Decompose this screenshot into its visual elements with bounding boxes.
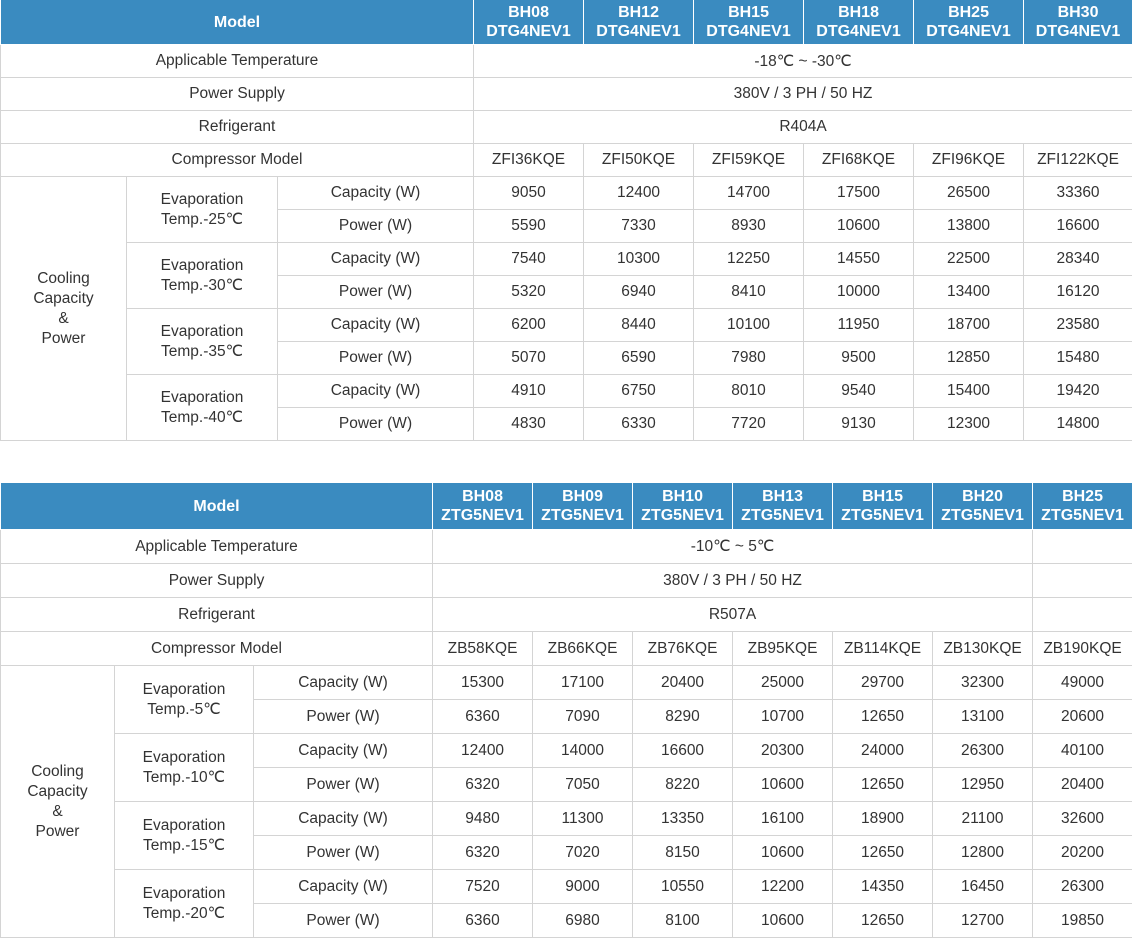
capacity-value-cell: 16450: [933, 870, 1033, 904]
table-row: [1, 309, 1132, 342]
header-row: [1, 483, 1132, 530]
power-value-cell: 13800: [914, 210, 1024, 243]
power-value-cell: 5070: [474, 342, 584, 375]
model-header-cell: BH15 DTG4NEV1: [694, 0, 804, 45]
capacity-value-cell: 22500: [914, 243, 1024, 276]
compressor-cell: ZB114KQE: [833, 632, 933, 666]
evaporation-temp-label: Evaporation Temp.-35℃: [127, 309, 278, 375]
capacity-value-cell: 24000: [833, 734, 933, 768]
capacity-value-cell: 12250: [694, 243, 804, 276]
capacity-label: Capacity (W): [278, 177, 474, 210]
capacity-value-cell: 10550: [633, 870, 733, 904]
power-label: Power (W): [254, 700, 433, 734]
power-value-cell: 12850: [914, 342, 1024, 375]
compressor-cell: ZFI122KQE: [1024, 144, 1132, 177]
power-value-cell: 12650: [833, 700, 933, 734]
row-label: Compressor Model: [1, 632, 433, 666]
table-row: [1, 177, 1132, 210]
power-value-cell: 9130: [804, 408, 914, 441]
capacity-value-cell: 8440: [584, 309, 694, 342]
power-value-cell: 6360: [433, 904, 533, 938]
capacity-label: Capacity (W): [254, 666, 433, 700]
empty-cell: [1033, 564, 1132, 598]
power-label: Power (W): [278, 408, 474, 441]
power-supply-value: 380V / 3 PH / 50 HZ: [474, 78, 1132, 111]
power-value-cell: 6360: [433, 700, 533, 734]
power-label: Power (W): [278, 342, 474, 375]
model-header-cell: BH25 DTG4NEV1: [914, 0, 1024, 45]
power-value-cell: 12700: [933, 904, 1033, 938]
table-row: [1, 375, 1132, 408]
capacity-value-cell: 18700: [914, 309, 1024, 342]
power-value-cell: 9500: [804, 342, 914, 375]
model-header: Model: [1, 483, 433, 530]
table-row: [1, 111, 1132, 144]
model-header-cell: BH20 ZTG5NEV1: [933, 483, 1033, 530]
evaporation-temp-label: Evaporation Temp.-5℃: [115, 666, 254, 734]
capacity-value-cell: 15300: [433, 666, 533, 700]
power-value-cell: 12950: [933, 768, 1033, 802]
power-value-cell: 7020: [533, 836, 633, 870]
capacity-value-cell: 6200: [474, 309, 584, 342]
capacity-value-cell: 26500: [914, 177, 1024, 210]
capacity-value-cell: 9050: [474, 177, 584, 210]
row-label: Power Supply: [1, 564, 433, 598]
capacity-value-cell: 10300: [584, 243, 694, 276]
capacity-value-cell: 11950: [804, 309, 914, 342]
table-row: [1, 632, 1132, 666]
compressor-cell: ZFI59KQE: [694, 144, 804, 177]
model-header-cell: BH09 ZTG5NEV1: [533, 483, 633, 530]
power-value-cell: 6320: [433, 836, 533, 870]
power-value-cell: 8410: [694, 276, 804, 309]
capacity-value-cell: 8010: [694, 375, 804, 408]
evaporation-temp-label: Evaporation Temp.-20℃: [115, 870, 254, 938]
power-value-cell: 7980: [694, 342, 804, 375]
empty-cell: [1033, 598, 1132, 632]
refrigerant-value: R507A: [433, 598, 1033, 632]
compressor-cell: ZB76KQE: [633, 632, 733, 666]
power-value-cell: 6940: [584, 276, 694, 309]
power-label: Power (W): [254, 768, 433, 802]
power-value-cell: 16600: [1024, 210, 1132, 243]
header-row: [1, 0, 1132, 45]
compressor-cell: ZFI50KQE: [584, 144, 694, 177]
power-value-cell: 8100: [633, 904, 733, 938]
capacity-value-cell: 19420: [1024, 375, 1132, 408]
power-value-cell: 16120: [1024, 276, 1132, 309]
table-row: [1, 802, 1132, 836]
cooling-capacity-power-label: Cooling Capacity & Power: [1, 177, 127, 441]
table-row: [1, 530, 1132, 564]
row-label: Refrigerant: [1, 111, 474, 144]
row-label: Power Supply: [1, 78, 474, 111]
capacity-value-cell: 9000: [533, 870, 633, 904]
capacity-value-cell: 29700: [833, 666, 933, 700]
power-value-cell: 8930: [694, 210, 804, 243]
capacity-value-cell: 18900: [833, 802, 933, 836]
capacity-value-cell: 14550: [804, 243, 914, 276]
capacity-value-cell: 12400: [433, 734, 533, 768]
power-value-cell: 12800: [933, 836, 1033, 870]
capacity-value-cell: 17100: [533, 666, 633, 700]
capacity-value-cell: 32600: [1033, 802, 1132, 836]
power-value-cell: 4830: [474, 408, 584, 441]
capacity-value-cell: 32300: [933, 666, 1033, 700]
evaporation-temp-label: Evaporation Temp.-40℃: [127, 375, 278, 441]
capacity-value-cell: 14000: [533, 734, 633, 768]
power-value-cell: 6330: [584, 408, 694, 441]
capacity-label: Capacity (W): [254, 870, 433, 904]
evaporation-temp-label: Evaporation Temp.-25℃: [127, 177, 278, 243]
power-value-cell: 12300: [914, 408, 1024, 441]
capacity-label: Capacity (W): [254, 802, 433, 836]
model-header-cell: BH18 DTG4NEV1: [804, 0, 914, 45]
capacity-value-cell: 7520: [433, 870, 533, 904]
capacity-value-cell: 17500: [804, 177, 914, 210]
capacity-value-cell: 7540: [474, 243, 584, 276]
compressor-cell: ZFI68KQE: [804, 144, 914, 177]
applicable-temperature-value: -18℃ ~ -30℃: [474, 45, 1132, 78]
power-value-cell: 8150: [633, 836, 733, 870]
power-label: Power (W): [278, 210, 474, 243]
compressor-cell: ZB95KQE: [733, 632, 833, 666]
capacity-value-cell: 20400: [633, 666, 733, 700]
capacity-value-cell: 11300: [533, 802, 633, 836]
capacity-value-cell: 13350: [633, 802, 733, 836]
empty-cell: [1033, 530, 1132, 564]
evaporation-temp-label: Evaporation Temp.-15℃: [115, 802, 254, 870]
power-value-cell: 13400: [914, 276, 1024, 309]
compressor-cell: ZFI36KQE: [474, 144, 584, 177]
evaporation-temp-label: Evaporation Temp.-10℃: [115, 734, 254, 802]
power-value-cell: 20600: [1033, 700, 1132, 734]
power-value-cell: 15480: [1024, 342, 1132, 375]
power-value-cell: 19850: [1033, 904, 1132, 938]
refrigerant-value: R404A: [474, 111, 1132, 144]
spec-table-dtg4: [0, 0, 1132, 441]
power-supply-value: 380V / 3 PH / 50 HZ: [433, 564, 1033, 598]
row-label: Applicable Temperature: [1, 45, 474, 78]
capacity-value-cell: 26300: [1033, 870, 1132, 904]
power-value-cell: 10600: [733, 768, 833, 802]
capacity-label: Capacity (W): [254, 734, 433, 768]
power-label: Power (W): [278, 276, 474, 309]
row-label: Applicable Temperature: [1, 530, 433, 564]
power-value-cell: 12650: [833, 836, 933, 870]
capacity-value-cell: 26300: [933, 734, 1033, 768]
table-row: [1, 78, 1132, 111]
table-row: [1, 144, 1132, 177]
power-value-cell: 14800: [1024, 408, 1132, 441]
capacity-value-cell: 10100: [694, 309, 804, 342]
capacity-value-cell: 12400: [584, 177, 694, 210]
model-header-cell: BH30 DTG4NEV1: [1024, 0, 1132, 45]
power-label: Power (W): [254, 836, 433, 870]
compressor-cell: ZB130KQE: [933, 632, 1033, 666]
table-row: [1, 734, 1132, 768]
evaporation-temp-label: Evaporation Temp.-30℃: [127, 243, 278, 309]
row-label: Refrigerant: [1, 598, 433, 632]
table-row: [1, 45, 1132, 78]
power-value-cell: 20400: [1033, 768, 1132, 802]
capacity-value-cell: 4910: [474, 375, 584, 408]
model-header-cell: BH08 ZTG5NEV1: [433, 483, 533, 530]
power-value-cell: 6320: [433, 768, 533, 802]
capacity-label: Capacity (W): [278, 309, 474, 342]
table-row: [1, 666, 1132, 700]
power-value-cell: 7090: [533, 700, 633, 734]
capacity-value-cell: 23580: [1024, 309, 1132, 342]
model-header-cell: BH12 DTG4NEV1: [584, 0, 694, 45]
power-value-cell: 10000: [804, 276, 914, 309]
table-row: [1, 598, 1132, 632]
capacity-value-cell: 21100: [933, 802, 1033, 836]
capacity-value-cell: 15400: [914, 375, 1024, 408]
power-value-cell: 20200: [1033, 836, 1132, 870]
compressor-cell: ZB190KQE: [1033, 632, 1132, 666]
power-value-cell: 10600: [804, 210, 914, 243]
capacity-value-cell: 9480: [433, 802, 533, 836]
capacity-value-cell: 49000: [1033, 666, 1132, 700]
capacity-value-cell: 16100: [733, 802, 833, 836]
power-value-cell: 5320: [474, 276, 584, 309]
power-value-cell: 7050: [533, 768, 633, 802]
capacity-value-cell: 20300: [733, 734, 833, 768]
compressor-cell: ZB66KQE: [533, 632, 633, 666]
power-value-cell: 5590: [474, 210, 584, 243]
model-header-cell: BH25 ZTG5NEV1: [1033, 483, 1132, 530]
power-value-cell: 6590: [584, 342, 694, 375]
capacity-value-cell: 33360: [1024, 177, 1132, 210]
compressor-cell: ZFI96KQE: [914, 144, 1024, 177]
power-value-cell: 10700: [733, 700, 833, 734]
power-label: Power (W): [254, 904, 433, 938]
spec-table-ztg5: [0, 483, 1132, 938]
power-value-cell: 6980: [533, 904, 633, 938]
power-value-cell: 12650: [833, 904, 933, 938]
table-row: [1, 564, 1132, 598]
compressor-cell: ZB58KQE: [433, 632, 533, 666]
power-value-cell: 8220: [633, 768, 733, 802]
capacity-label: Capacity (W): [278, 243, 474, 276]
capacity-value-cell: 14350: [833, 870, 933, 904]
table-row: [1, 243, 1132, 276]
capacity-label: Capacity (W): [278, 375, 474, 408]
capacity-value-cell: 16600: [633, 734, 733, 768]
model-header-cell: BH13 ZTG5NEV1: [733, 483, 833, 530]
power-value-cell: 7720: [694, 408, 804, 441]
table-row: [1, 870, 1132, 904]
power-value-cell: 7330: [584, 210, 694, 243]
capacity-value-cell: 14700: [694, 177, 804, 210]
model-header-cell: BH15 ZTG5NEV1: [833, 483, 933, 530]
capacity-value-cell: 9540: [804, 375, 914, 408]
power-value-cell: 10600: [733, 836, 833, 870]
power-value-cell: 13100: [933, 700, 1033, 734]
power-value-cell: 10600: [733, 904, 833, 938]
applicable-temperature-value: -10℃ ~ 5℃: [433, 530, 1033, 564]
model-header: Model: [1, 0, 474, 45]
power-value-cell: 12650: [833, 768, 933, 802]
cooling-capacity-power-label: Cooling Capacity & Power: [1, 666, 115, 938]
capacity-value-cell: 12200: [733, 870, 833, 904]
model-header-cell: BH10 ZTG5NEV1: [633, 483, 733, 530]
power-value-cell: 8290: [633, 700, 733, 734]
capacity-value-cell: 25000: [733, 666, 833, 700]
capacity-value-cell: 40100: [1033, 734, 1132, 768]
capacity-value-cell: 28340: [1024, 243, 1132, 276]
capacity-value-cell: 6750: [584, 375, 694, 408]
model-header-cell: BH08 DTG4NEV1: [474, 0, 584, 45]
row-label: Compressor Model: [1, 144, 474, 177]
